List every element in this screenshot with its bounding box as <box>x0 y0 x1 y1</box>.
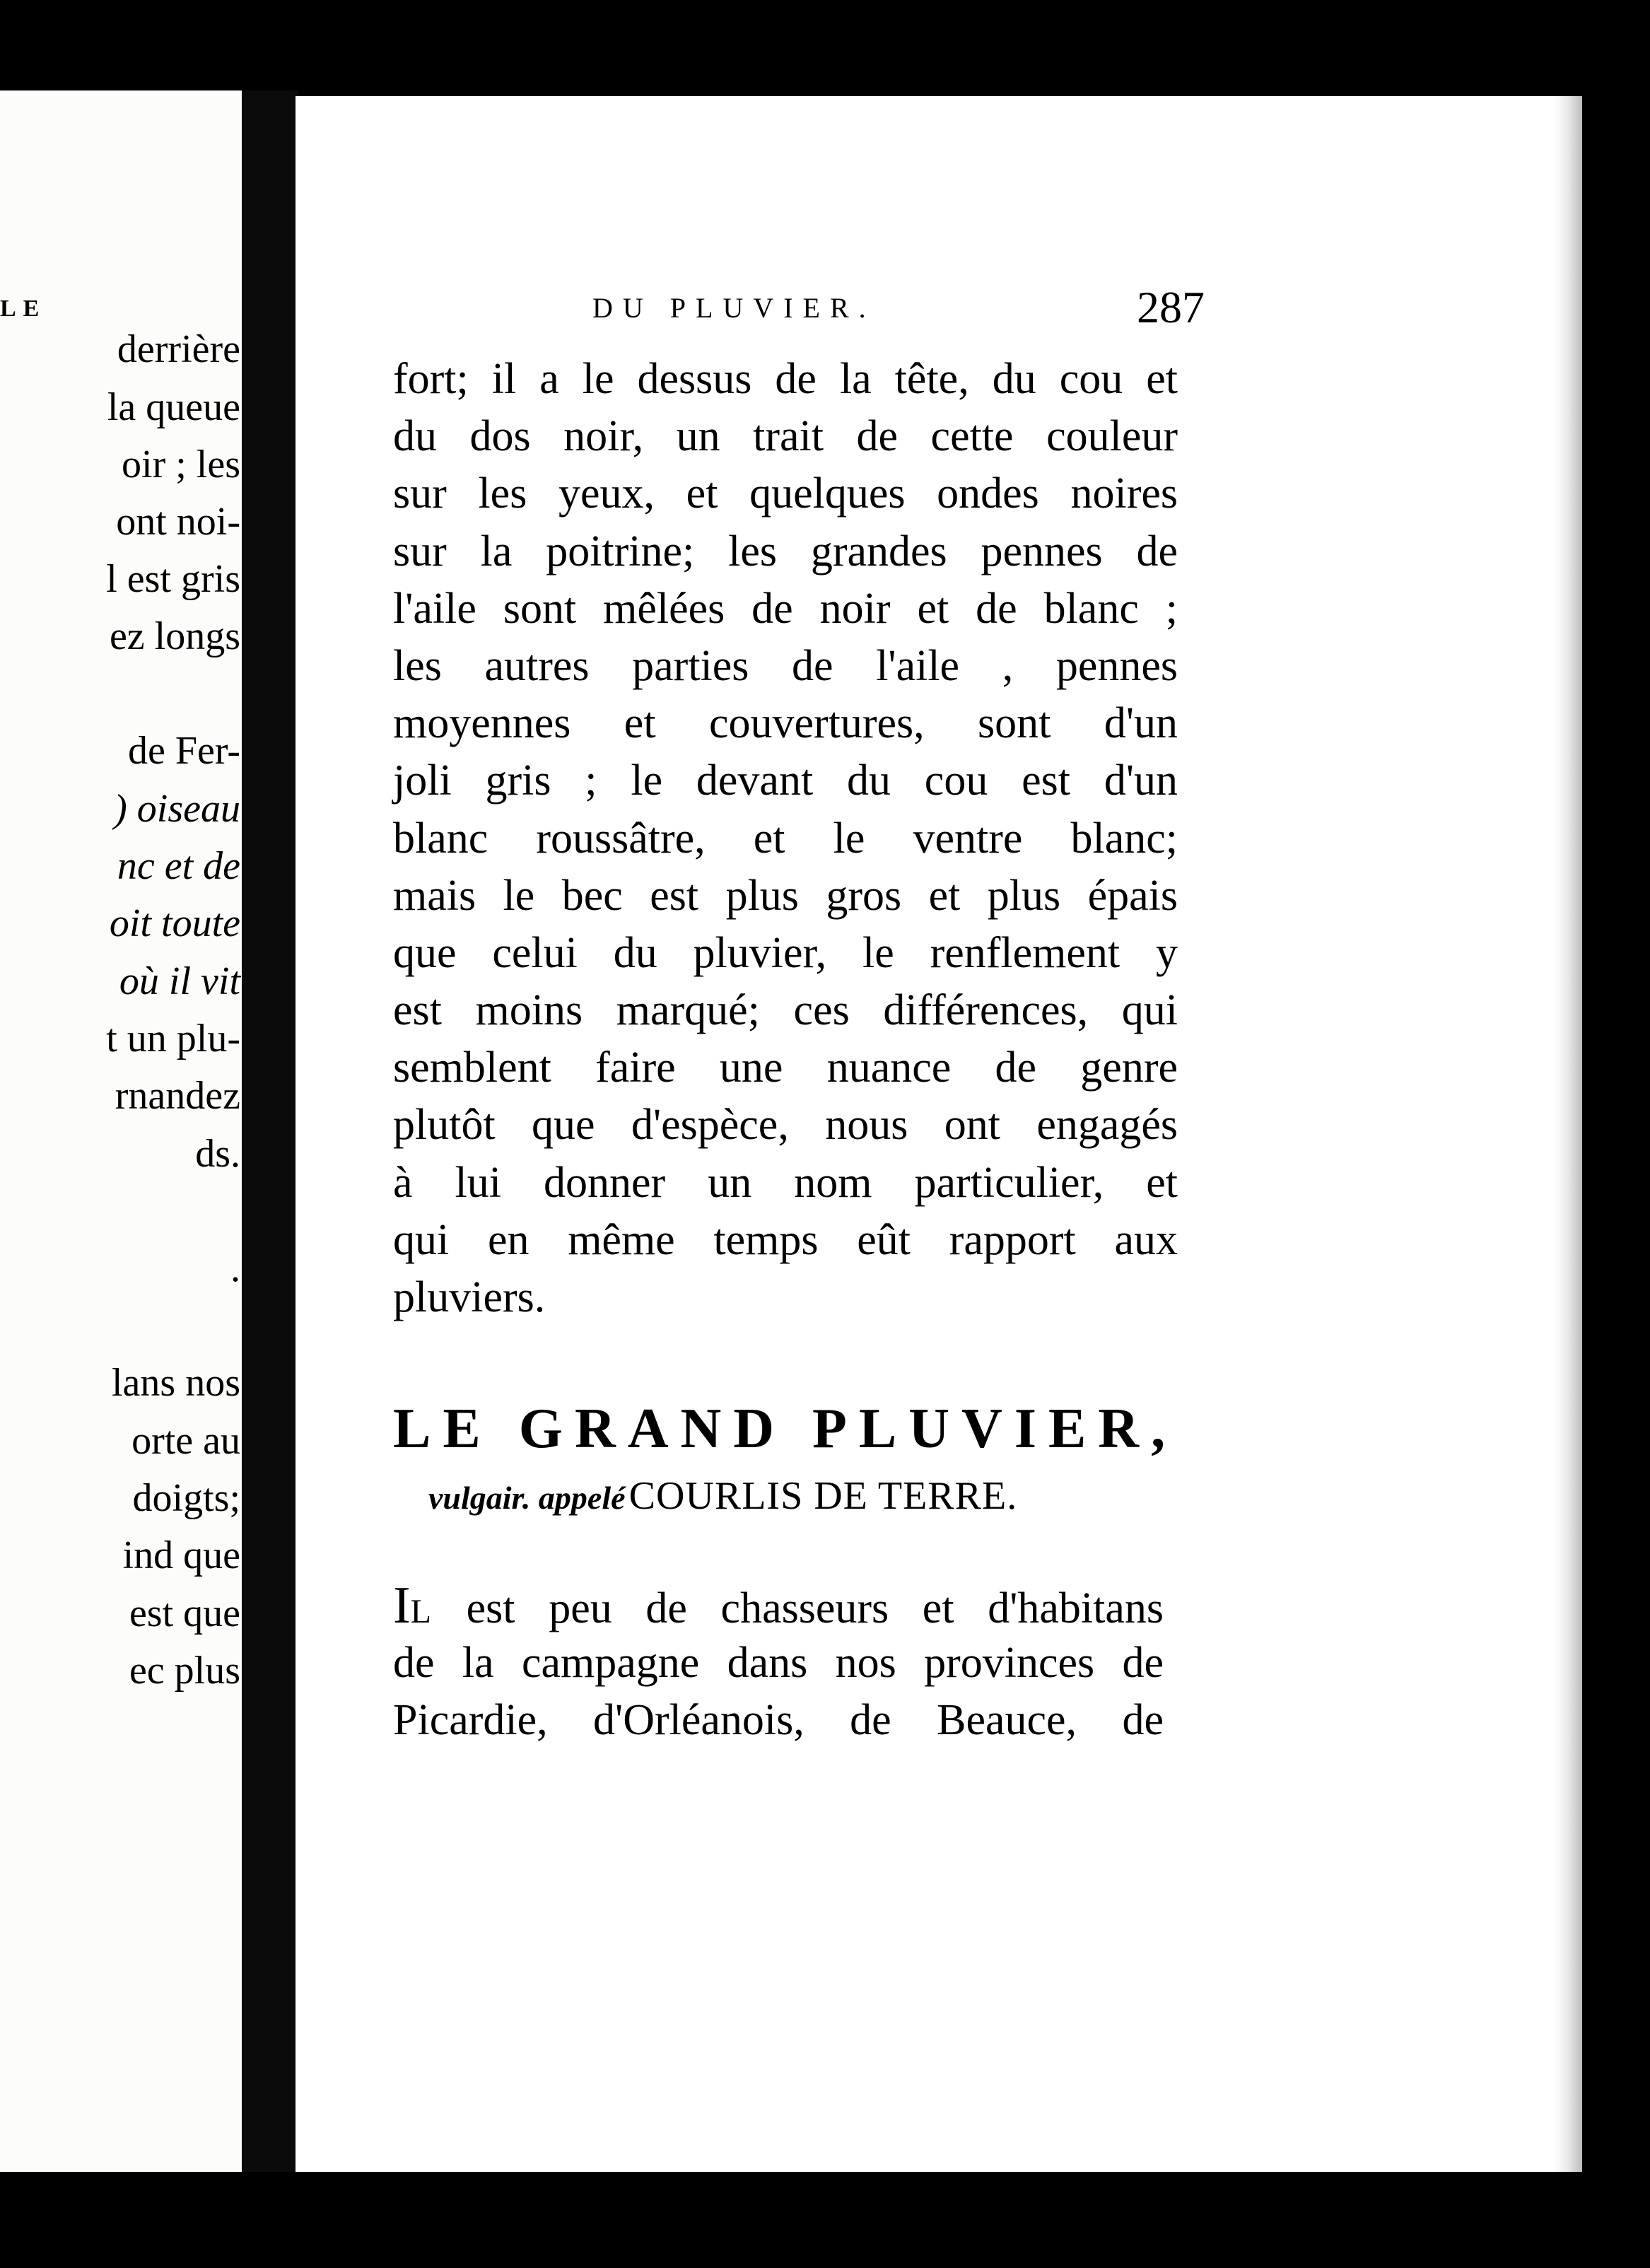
text-line: l'aile sont mêlées de noir et de blanc ; <box>393 584 1178 633</box>
left-text-line: oit toute <box>109 901 240 945</box>
left-text-line: nc et de <box>117 844 240 888</box>
text-line: les autres parties de l'aile , pennes <box>393 641 1178 690</box>
drop-cap: I <box>393 1577 411 1635</box>
running-head: DU PLUVIER. <box>592 292 876 324</box>
small-cap: L <box>410 1593 433 1630</box>
left-facing-page <box>0 90 242 2173</box>
subtitle-italic: vulgair. appelé <box>428 1480 626 1516</box>
text-line: fort; il a le dessus de la tête, du cou et <box>393 355 1178 403</box>
text-line: mais le bec est plus gros et plus épais <box>393 871 1178 920</box>
page-number: 287 <box>1137 282 1205 332</box>
left-text-line: t un plu- <box>106 1017 240 1060</box>
text-line: est moins marqué; ces différences, qui <box>393 986 1178 1035</box>
left-text-line: doigts; <box>132 1476 240 1520</box>
left-text-line: ) oiseau <box>114 787 240 831</box>
text-line: plutôt que d'espèce, nous ont engagés <box>393 1101 1178 1150</box>
left-text-line: orte au <box>131 1419 240 1463</box>
text-line: joli gris ; le devant du cou est d'un <box>393 756 1178 805</box>
left-running-head: LE <box>0 296 47 322</box>
scan-border-bottom <box>0 2172 1650 2268</box>
text-line: pluviers. <box>393 1273 546 1321</box>
left-text-line: oir ; les <box>122 443 240 486</box>
right-page <box>296 96 1582 2175</box>
paragraph-new <box>393 1577 1164 1750</box>
left-text-line: ont noi- <box>116 500 240 544</box>
text-line: du dos noir, un trait de cette couleur <box>393 412 1178 461</box>
first-line-rest: est peu de chasseurs et d'habitans <box>466 1584 1164 1632</box>
left-text-line: ec plus <box>129 1649 240 1693</box>
page-edge <box>1554 96 1582 2175</box>
left-text-line: . <box>230 1246 240 1290</box>
left-text-line: de Fer- <box>127 729 240 773</box>
text-line: sur la poitrine; les grandes pennes de <box>393 527 1178 575</box>
left-text-line: derrière <box>117 327 240 371</box>
scan-border-top <box>0 0 1650 83</box>
text-line: sur les yeux, et quelques ondes noires <box>393 469 1178 518</box>
left-text-line: où il vit <box>119 959 240 1003</box>
left-text-line: rnandez <box>115 1074 240 1118</box>
left-page-text <box>0 90 242 2141</box>
text-line: de la campagne dans nos provinces de <box>393 1639 1164 1688</box>
left-text-line: ez longs <box>109 614 240 658</box>
text-line: Picardie, d'Orléanois, de Beauce, de <box>393 1696 1164 1745</box>
paragraph-continued <box>393 351 1178 1326</box>
left-text-line: ind que <box>122 1533 240 1577</box>
text-line: qui en même temps eût rapport aux <box>393 1215 1178 1264</box>
left-text-line: ds. <box>195 1132 240 1176</box>
text-line: semblent faire une nuance de genre <box>393 1044 1178 1092</box>
text-line <box>393 1577 1164 1635</box>
left-text-line: lans nos <box>112 1361 240 1405</box>
section-subtitle <box>428 1464 1206 1528</box>
book-gutter <box>242 90 298 2173</box>
left-text-line: est que <box>129 1591 240 1635</box>
text-line: moyennes et couvertures, sont d'un <box>393 699 1178 748</box>
text-line: que celui du pluvier, le renflement y <box>393 928 1178 977</box>
text-line: blanc roussâtre, et le ventre blanc; <box>393 814 1178 863</box>
left-text-line: la queue <box>107 385 240 429</box>
section-title: LE GRAND PLUVIER, <box>393 1398 1178 1460</box>
left-text-line: l est gris <box>106 557 240 601</box>
text-line: à lui donner un nom particulier, et <box>393 1158 1178 1207</box>
scan-border-right <box>1584 0 1650 2268</box>
subtitle-caps: COURLIS DE TERRE. <box>628 1474 1018 1518</box>
